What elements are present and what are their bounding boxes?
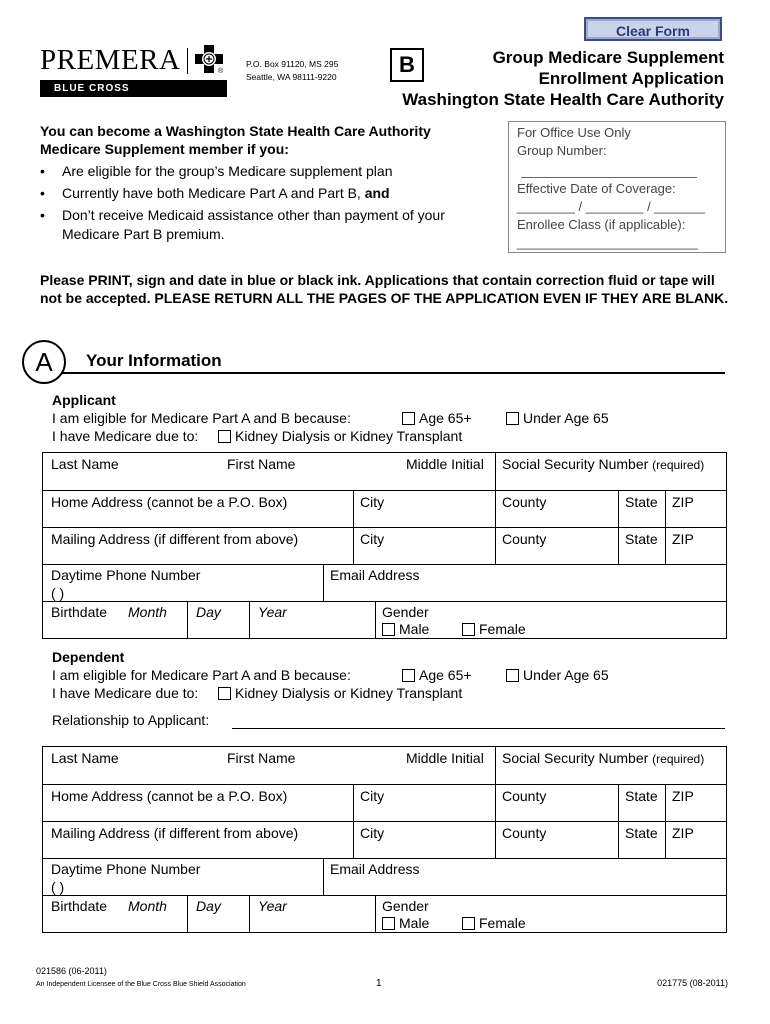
applicant-medicare-due-label: I have Medicare due to: xyxy=(52,428,199,444)
table-row xyxy=(43,747,727,785)
group-number-field[interactable] xyxy=(521,160,697,178)
applicant-under65-option[interactable]: Under Age 65 xyxy=(506,410,609,426)
registered-mark: ® xyxy=(218,68,224,75)
table-row xyxy=(43,822,727,859)
dependent-eligible-label: I am eligible for Medicare Part A and B because: xyxy=(52,667,351,683)
table-row xyxy=(43,491,727,528)
home-city-field[interactable]: City xyxy=(353,491,495,527)
name-field[interactable]: Last Name First Name Middle Initial xyxy=(51,750,484,766)
mailing-city-field[interactable]: City xyxy=(353,528,495,564)
footer-form-id: 021586 (06-2011) xyxy=(36,966,107,976)
table-row xyxy=(43,565,727,602)
birth-month-field[interactable]: Birthdate Month xyxy=(51,604,167,620)
address-line-1: P.O. Box 91120, MS 295 xyxy=(246,59,339,69)
checkbox[interactable] xyxy=(382,623,395,636)
checkbox[interactable] xyxy=(402,412,415,425)
mailing-address-field[interactable]: Mailing Address (if different from above) xyxy=(51,531,299,547)
table-row xyxy=(43,528,727,565)
intro-heading xyxy=(40,122,500,158)
mailing-state-field[interactable]: State xyxy=(618,528,665,564)
home-zip-field[interactable]: ZIP xyxy=(665,491,726,527)
home-address-field[interactable]: Home Address (cannot be a P.O. Box) xyxy=(51,494,288,510)
gender-field: Gender Male Female xyxy=(375,602,726,638)
dependent-medicare-due-label: I have Medicare due to: xyxy=(52,685,199,701)
group-number-label: Group Number: xyxy=(517,143,607,158)
mailing-zip-field[interactable]: ZIP xyxy=(665,822,726,858)
dependent-age65plus-option[interactable]: Age 65+ xyxy=(402,667,472,683)
male-option[interactable]: Male xyxy=(382,915,429,931)
dependent-heading: Dependent xyxy=(52,649,125,665)
birth-day-field[interactable]: Day xyxy=(187,602,249,638)
home-zip-field[interactable]: ZIP xyxy=(665,785,726,821)
table-row xyxy=(43,785,727,822)
birth-day-field[interactable]: Day xyxy=(187,896,249,932)
ssn-field[interactable]: Social Security Number (required) xyxy=(495,747,726,784)
birth-year-field[interactable]: Year xyxy=(249,896,375,932)
effective-date-label: Effective Date of Coverage: xyxy=(517,181,676,196)
home-county-field[interactable]: County xyxy=(495,785,618,821)
section-letter: A xyxy=(22,340,66,384)
applicant-info-table xyxy=(42,452,727,639)
list-item: • Currently have both Medicare Part A and Part B, and xyxy=(40,184,500,203)
effective-date-field[interactable]: ________ / ________ / _______ xyxy=(517,199,705,214)
checkbox[interactable] xyxy=(506,669,519,682)
gender-field: Gender Male Female xyxy=(375,896,726,932)
enrollee-class-label: Enrollee Class (if applicable): xyxy=(517,217,686,232)
title-line-3: Washington State Health Care Authority xyxy=(402,90,724,109)
title-line-1: Group Medicare Supplement xyxy=(492,48,724,67)
intro-heading-line-2: Medicare Supplement member if you: xyxy=(40,141,289,157)
mailing-address-field[interactable]: Mailing Address (if different from above) xyxy=(51,825,299,841)
relationship-label: Relationship to Applicant: xyxy=(52,712,210,728)
phone-field[interactable]: Daytime Phone Number ( ) xyxy=(43,859,323,896)
checkbox[interactable] xyxy=(462,917,475,930)
clear-form-button[interactable]: Clear Form xyxy=(584,17,722,41)
checkbox[interactable] xyxy=(402,669,415,682)
section-divider xyxy=(62,372,725,374)
list-item: • Are eligible for the group’s Medicare supplement plan xyxy=(40,162,500,181)
dependent-info-table xyxy=(42,746,727,933)
name-field[interactable]: Last Name First Name Middle Initial xyxy=(51,456,484,472)
blue-cross-bar: BLUE CROSS xyxy=(40,80,227,97)
checkbox[interactable] xyxy=(382,917,395,930)
home-state-field[interactable]: State xyxy=(618,785,665,821)
footer-form-id-2: 021775 (08-2011) xyxy=(657,978,728,988)
home-state-field[interactable]: State xyxy=(618,491,665,527)
list-item: • Don’t receive Medicaid assistance other than payment of your Medicare Part B premium. xyxy=(40,206,500,244)
section-title: Your Information xyxy=(86,351,222,370)
mailing-zip-field[interactable]: ZIP xyxy=(665,528,726,564)
intro-heading-line-1: You can become a Washington State Health Care Authority xyxy=(40,123,431,139)
mailing-county-field[interactable]: County xyxy=(495,528,618,564)
checkbox[interactable] xyxy=(506,412,519,425)
home-address-field[interactable]: Home Address (cannot be a P.O. Box) xyxy=(51,788,288,804)
applicant-age65plus-option[interactable]: Age 65+ xyxy=(402,410,472,426)
instructions: Please PRINT, sign and date in blue or black ink. Applications that contain correction fluid or tape will not be accepted. PLEASE RETURN ALL THE PAGES OF THE APPLICATION EVEN IF THEY ARE BLANK. xyxy=(40,272,729,306)
checkbox[interactable] xyxy=(462,623,475,636)
mailing-city-field[interactable]: City xyxy=(353,822,495,858)
premera-logo-text: PREMERA xyxy=(40,44,181,76)
dependent-under65-option[interactable]: Under Age 65 xyxy=(506,667,609,683)
page-number: 1 xyxy=(376,978,382,989)
applicant-kidney-option[interactable]: Kidney Dialysis or Kidney Transplant xyxy=(218,428,462,444)
office-use-heading: For Office Use Only xyxy=(517,125,631,140)
home-city-field[interactable]: City xyxy=(353,785,495,821)
female-option[interactable]: Female xyxy=(462,915,526,931)
address-line-2: Seattle, WA 98111-9220 xyxy=(246,72,337,82)
home-county-field[interactable]: County xyxy=(495,491,618,527)
logo-divider xyxy=(187,48,188,74)
birth-year-field[interactable]: Year xyxy=(249,602,375,638)
table-row xyxy=(43,602,727,639)
male-option[interactable]: Male xyxy=(382,621,429,637)
checkbox[interactable] xyxy=(218,687,231,700)
form-letter-box: B xyxy=(390,48,424,82)
title-line-2: Enrollment Application xyxy=(538,69,724,88)
dependent-kidney-option[interactable]: Kidney Dialysis or Kidney Transplant xyxy=(218,685,462,701)
checkbox[interactable] xyxy=(218,430,231,443)
table-row xyxy=(43,453,727,491)
office-use-box xyxy=(508,121,726,253)
table-row xyxy=(43,896,727,933)
female-option[interactable]: Female xyxy=(462,621,526,637)
applicant-heading: Applicant xyxy=(52,392,116,408)
ssn-field[interactable]: Social Security Number (required) xyxy=(495,453,726,490)
mailing-county-field[interactable]: County xyxy=(495,822,618,858)
footer-licensee: An Independent Licensee of the Blue Cross Blue Shield Association xyxy=(36,981,246,988)
email-field[interactable]: Email Address xyxy=(323,859,726,896)
mailing-state-field[interactable]: State xyxy=(618,822,665,858)
blue-cross-shield-icon xyxy=(194,44,224,81)
phone-field[interactable]: Daytime Phone Number ( ) xyxy=(43,565,323,602)
enrollee-class-field[interactable]: _________________________ xyxy=(517,235,698,250)
eligibility-list xyxy=(40,162,500,247)
birth-month-field[interactable]: Birthdate Month xyxy=(51,898,167,914)
table-row xyxy=(43,859,727,896)
applicant-eligible-label: I am eligible for Medicare Part A and B because: xyxy=(52,410,351,426)
email-field[interactable]: Email Address xyxy=(323,565,726,602)
relationship-input[interactable] xyxy=(232,728,725,729)
